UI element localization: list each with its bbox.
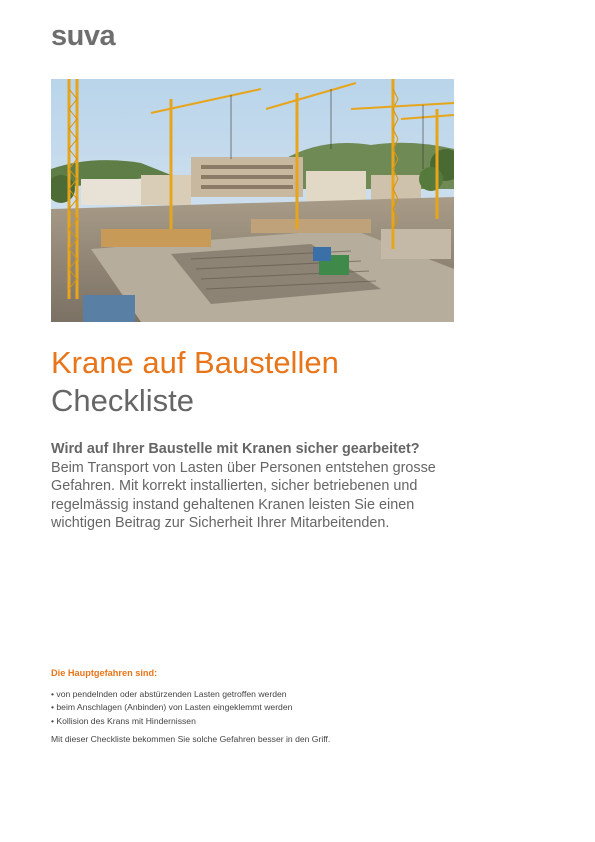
hazard-item: • von pendelnden oder abstürzenden Lasten getroffen werden [51,689,287,699]
hazard-item: • Kollision des Krans mit Hindernissen [51,715,196,726]
construction-site-photo [51,79,454,322]
intro-paragraph [51,440,471,533]
intro-body: Beim Transport von Lasten über Personen entstehen grosse Gefahren. Mit korrekt installierten, sicher betriebenen und regelmässig instand gehaltenen Kranen leisten Sie einen wichtigen Beitrag zur Sicherheit Ihrer Mitarbeitenden. [51,459,436,532]
intro-question: Wird auf Ihrer Baustelle mit Kranen sicher gearbeitet? [51,441,420,457]
suva-logo: suva [51,20,116,52]
hazards-heading: Die Hauptgefahren sind: [51,668,158,678]
closing-text: Mit dieser Checkliste bekommen Sie solche Gefahren besser in den Griff. [51,734,331,744]
page-subtitle: Checkliste [51,383,194,418]
page-title: Krane auf Baustellen [51,345,339,380]
hazard-list [51,688,292,728]
hazard-item: • beim Anschlagen (Anbinden) von Lasten eingeklemmt werden [51,702,293,713]
